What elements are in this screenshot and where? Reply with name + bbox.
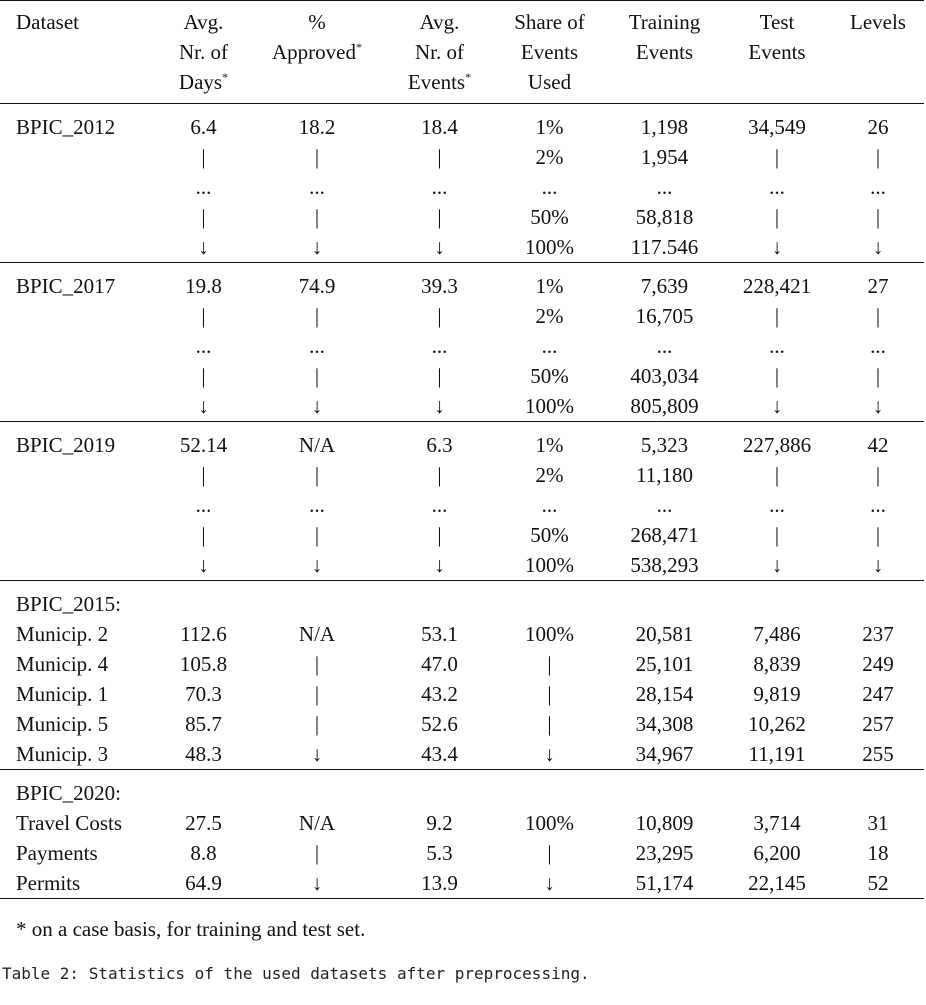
dataset-cell: [0, 142, 160, 172]
table-cell: 6.4: [190, 115, 217, 139]
table-cell: |: [875, 304, 881, 328]
table-cell: 268,471: [630, 523, 699, 547]
table-cell: 16,705: [635, 304, 694, 328]
header-share: Share of Events Used: [514, 10, 585, 94]
table-group: [0, 581, 924, 770]
table-cell: 247: [862, 682, 894, 706]
table-cell: 257: [862, 712, 894, 736]
table-cell: ...: [541, 175, 558, 199]
table-cell: 22,145: [748, 871, 806, 895]
table-cell: 8,839: [753, 652, 801, 676]
table-cell: 48.3: [185, 742, 222, 766]
table-cell: 538,293: [630, 553, 699, 577]
table-row: [0, 232, 924, 263]
table-cell: |: [547, 841, 552, 865]
table-row: [0, 550, 924, 581]
table-cell: 52: [867, 871, 889, 895]
table-cell: 52.14: [179, 433, 228, 457]
table-group: [0, 263, 924, 422]
table-cell: |: [201, 523, 206, 547]
dataset-cell: BPIC_2020:: [16, 781, 122, 805]
table-cell: 100%: [525, 394, 574, 418]
table-cell: 85.7: [185, 712, 222, 736]
table-cell: [160, 770, 247, 809]
table-cell: 18: [867, 841, 889, 865]
table-row: [0, 460, 924, 490]
table-cell: 50%: [530, 523, 569, 547]
table-cell: 42: [867, 433, 889, 457]
table-cell: 10,262: [748, 712, 806, 736]
table-cell: 5,323: [640, 433, 689, 457]
table-cell: 228,421: [742, 274, 812, 298]
table-cell: ...: [769, 175, 785, 199]
dataset-cell: [0, 361, 160, 391]
table-cell: |: [437, 523, 442, 547]
header-avg-days: Avg. Nr. of Days*: [178, 10, 229, 94]
table-cell: |: [314, 304, 320, 328]
table-cell: 105.8: [179, 652, 228, 676]
table-cell: 31: [867, 811, 889, 835]
table-cell: 26: [867, 115, 889, 139]
table-cell: 3,714: [753, 811, 801, 835]
dataset-cell: BPIC_2019: [16, 433, 116, 457]
table-cell: |: [314, 364, 320, 388]
dataset-cell: Municip. 4: [16, 652, 109, 676]
dataset-cell: Municip. 3: [16, 742, 109, 766]
table-group: [0, 422, 924, 581]
table-cell: 1%: [535, 274, 564, 298]
table-cell: 43.2: [421, 682, 458, 706]
table-cell: 100%: [525, 811, 574, 835]
table-cell: |: [774, 364, 780, 388]
table-cell: |: [774, 145, 780, 169]
table-cell: [247, 770, 387, 809]
table-cell: ↓: [311, 871, 323, 895]
table-cell: [607, 770, 722, 809]
table-caption: Table 2: Statistics of the used datasets after preprocessing.: [2, 964, 590, 983]
table-cell: ...: [656, 175, 673, 199]
table-cell: 5.3: [426, 841, 453, 865]
table-cell: 34,308: [635, 712, 694, 736]
table-cell: 25,101: [635, 652, 694, 676]
table-cell: 13.9: [421, 871, 458, 895]
table-cell: ↓: [198, 553, 209, 577]
table-cell: [247, 581, 387, 620]
table-cell: ...: [431, 493, 448, 517]
dataset-cell: [0, 232, 160, 263]
table-row: [0, 202, 924, 232]
header-dataset: Dataset: [16, 10, 79, 34]
table-cell: ...: [195, 493, 212, 517]
dataset-cell: Municip. 1: [16, 682, 109, 706]
table-cell: [492, 581, 607, 620]
dataset-cell: [0, 202, 160, 232]
table-cell: 27.5: [185, 811, 222, 835]
table-cell: 117.546: [630, 235, 699, 259]
dataset-cell: [0, 460, 160, 490]
table-cell: |: [875, 145, 881, 169]
table-row: [0, 520, 924, 550]
table-row: [0, 679, 924, 709]
table-cell: ↓: [544, 742, 555, 766]
table-cell: 34,549: [748, 115, 806, 139]
table-cell: |: [201, 205, 206, 229]
table-cell: 8.8: [190, 841, 217, 865]
table-cell: |: [437, 145, 442, 169]
table-row: [0, 581, 924, 620]
table-cell: ...: [870, 334, 886, 358]
table-cell: 255: [862, 742, 894, 766]
table-cell: 74.9: [298, 274, 336, 298]
table-cell: |: [314, 463, 320, 487]
table-cell: |: [437, 304, 442, 328]
table-cell: 249: [862, 652, 894, 676]
table-cell: |: [875, 463, 881, 487]
table-cell: |: [314, 205, 320, 229]
table-cell: ...: [870, 493, 886, 517]
table-cell: |: [201, 304, 206, 328]
table-cell: 47.0: [421, 652, 458, 676]
table-cell: 11,180: [636, 463, 693, 487]
table-cell: [607, 581, 722, 620]
table-cell: [832, 770, 924, 809]
dataset-cell: Municip. 2: [16, 622, 109, 646]
table-cell: ...: [309, 175, 325, 199]
table-row: [0, 739, 924, 770]
table-cell: 50%: [530, 364, 569, 388]
table-cell: 227,886: [742, 433, 812, 457]
table-cell: |: [547, 712, 552, 736]
dataset-cell: [0, 550, 160, 581]
table-cell: |: [547, 682, 552, 706]
table-cell: ...: [541, 493, 558, 517]
table-cell: 19.8: [185, 274, 222, 298]
table-cell: [387, 770, 492, 809]
table-row: [0, 263, 924, 302]
header-test: Test Events: [748, 10, 806, 64]
table-cell: ...: [431, 175, 448, 199]
table-cell: 18.2: [298, 115, 336, 139]
table-cell: [722, 770, 832, 809]
table-cell: ↓: [311, 553, 323, 577]
table-cell: 2%: [535, 304, 564, 328]
table-cell: 50%: [530, 205, 569, 229]
dataset-cell: BPIC_2017: [16, 274, 116, 298]
table-cell: ...: [541, 334, 558, 358]
table-cell: |: [314, 145, 320, 169]
dataset-cell: [0, 391, 160, 422]
header-levels: Levels: [850, 10, 906, 34]
table-cell: 6.3: [426, 433, 453, 457]
table-cell: 1%: [535, 433, 564, 457]
table-cell: 10,809: [635, 811, 694, 835]
table-cell: ...: [656, 493, 673, 517]
table-cell: 7,486: [753, 622, 801, 646]
table-cell: 39.3: [421, 274, 458, 298]
table-cell: 20,581: [635, 622, 694, 646]
table-cell: 53.1: [421, 622, 458, 646]
table-cell: [160, 581, 247, 620]
table-cell: ↓: [771, 394, 783, 418]
table-cell: ...: [870, 175, 886, 199]
header-training: Training Events: [628, 10, 701, 64]
table-cell: ...: [656, 334, 673, 358]
table-row: [0, 301, 924, 331]
dataset-cell: Payments: [16, 841, 98, 865]
table-cell: ...: [431, 334, 448, 358]
dataset-cell: [0, 172, 160, 202]
table-cell: [387, 581, 492, 620]
table-row: [0, 770, 924, 809]
table-cell: 805,809: [630, 394, 699, 418]
table-cell: ↓: [311, 235, 323, 259]
table-cell: 100%: [525, 235, 574, 259]
table-cell: 11,191: [748, 742, 806, 766]
table-cell: |: [437, 463, 442, 487]
table-cell: |: [875, 205, 881, 229]
dataset-cell: Travel Costs: [16, 811, 122, 835]
table-cell: |: [774, 304, 780, 328]
table-cell: 2%: [535, 145, 564, 169]
table-cell: 43.4: [421, 742, 458, 766]
dataset-cell: [0, 331, 160, 361]
table-row: [0, 391, 924, 422]
table-cell: ↓: [434, 553, 445, 577]
table-cell: |: [314, 712, 320, 736]
table-cell: 403,034: [630, 364, 699, 388]
table-cell: |: [201, 364, 206, 388]
table-cell: |: [437, 205, 442, 229]
table-cell: 112.6: [180, 622, 227, 646]
table-cell: |: [314, 682, 320, 706]
table-cell: |: [314, 523, 320, 547]
table-cell: ↓: [434, 235, 445, 259]
table-cell: 6,200: [753, 841, 801, 865]
header-avg-events: Avg. Nr. of Events*: [407, 10, 472, 94]
table-cell: |: [547, 652, 552, 676]
table-cell: 1,198: [640, 115, 689, 139]
table-cell: ↓: [198, 394, 209, 418]
table-cell: 64.9: [185, 871, 222, 895]
table-cell: ↓: [544, 871, 555, 895]
table-cell: 27: [867, 274, 889, 298]
table-header: [0, 1, 924, 104]
table-cell: ...: [309, 334, 325, 358]
table-cell: 1,954: [640, 145, 689, 169]
table-row: [0, 490, 924, 520]
table-row: [0, 172, 924, 202]
table-cell: |: [875, 364, 881, 388]
table-cell: N/A: [298, 811, 336, 835]
table-cell: |: [437, 364, 442, 388]
table-cell: 237: [862, 622, 894, 646]
table-cell: N/A: [298, 622, 336, 646]
table-cell: 70.3: [185, 682, 222, 706]
table-row: [0, 709, 924, 739]
table-cell: |: [774, 463, 780, 487]
table-cell: 100%: [525, 553, 574, 577]
table-cell: |: [875, 523, 881, 547]
table-row: [0, 619, 924, 649]
table-cell: [722, 581, 832, 620]
table-cell: ↓: [872, 553, 884, 577]
table-cell: ↓: [311, 394, 323, 418]
table-row: [0, 808, 924, 838]
table-cell: ↓: [872, 394, 884, 418]
table-cell: 28,154: [635, 682, 694, 706]
table-cell: 58,818: [635, 205, 694, 229]
table-cell: ↓: [771, 553, 783, 577]
table-cell: |: [201, 145, 206, 169]
dataset-cell: Municip. 5: [16, 712, 109, 736]
table-cell: 23,295: [635, 841, 694, 865]
table-cell: ...: [769, 493, 785, 517]
table-cell: [492, 770, 607, 809]
dataset-cell: [0, 490, 160, 520]
table-cell: ...: [195, 175, 212, 199]
table-cell: 9.2: [426, 811, 453, 835]
table-cell: [832, 581, 924, 620]
table-cell: ↓: [434, 394, 445, 418]
table-row: [0, 361, 924, 391]
dataset-cell: BPIC_2015:: [16, 592, 122, 616]
table-row: [0, 838, 924, 868]
table-cell: 1%: [535, 115, 564, 139]
table-cell: |: [774, 205, 780, 229]
table-cell: 51,174: [635, 871, 694, 895]
footnote: * on a case basis, for training and test set.: [16, 917, 366, 941]
table-cell: |: [314, 841, 320, 865]
table-cell: ↓: [771, 235, 783, 259]
table-row: [0, 868, 924, 899]
table-row: [0, 104, 924, 143]
dataset-cell: [0, 301, 160, 331]
table-cell: 7,639: [640, 274, 689, 298]
table-cell: ↓: [198, 235, 209, 259]
table-cell: ...: [195, 334, 212, 358]
table-cell: |: [774, 523, 780, 547]
table-cell: |: [201, 463, 206, 487]
table-group: [0, 104, 924, 263]
table-row: [0, 331, 924, 361]
table-row: [0, 422, 924, 461]
dataset-cell: BPIC_2012: [16, 115, 116, 139]
table-cell: ↓: [872, 235, 884, 259]
dataset-cell: Permits: [16, 871, 81, 895]
table-row: [0, 142, 924, 172]
table-cell: N/A: [298, 433, 336, 457]
table-cell: 52.6: [421, 712, 458, 736]
table-cell: |: [314, 652, 320, 676]
dataset-cell: [0, 520, 160, 550]
table-cell: 2%: [535, 463, 564, 487]
header-approved: % Approved*: [272, 10, 362, 64]
table-cell: ↓: [311, 742, 323, 766]
table-cell: ...: [309, 493, 325, 517]
table-cell: 34,967: [635, 742, 694, 766]
table-group: [0, 770, 924, 899]
table-cell: 100%: [525, 622, 574, 646]
table-cell: 9,819: [753, 682, 801, 706]
table-cell: 18.4: [421, 115, 458, 139]
table-row: [0, 649, 924, 679]
table-cell: ...: [769, 334, 785, 358]
